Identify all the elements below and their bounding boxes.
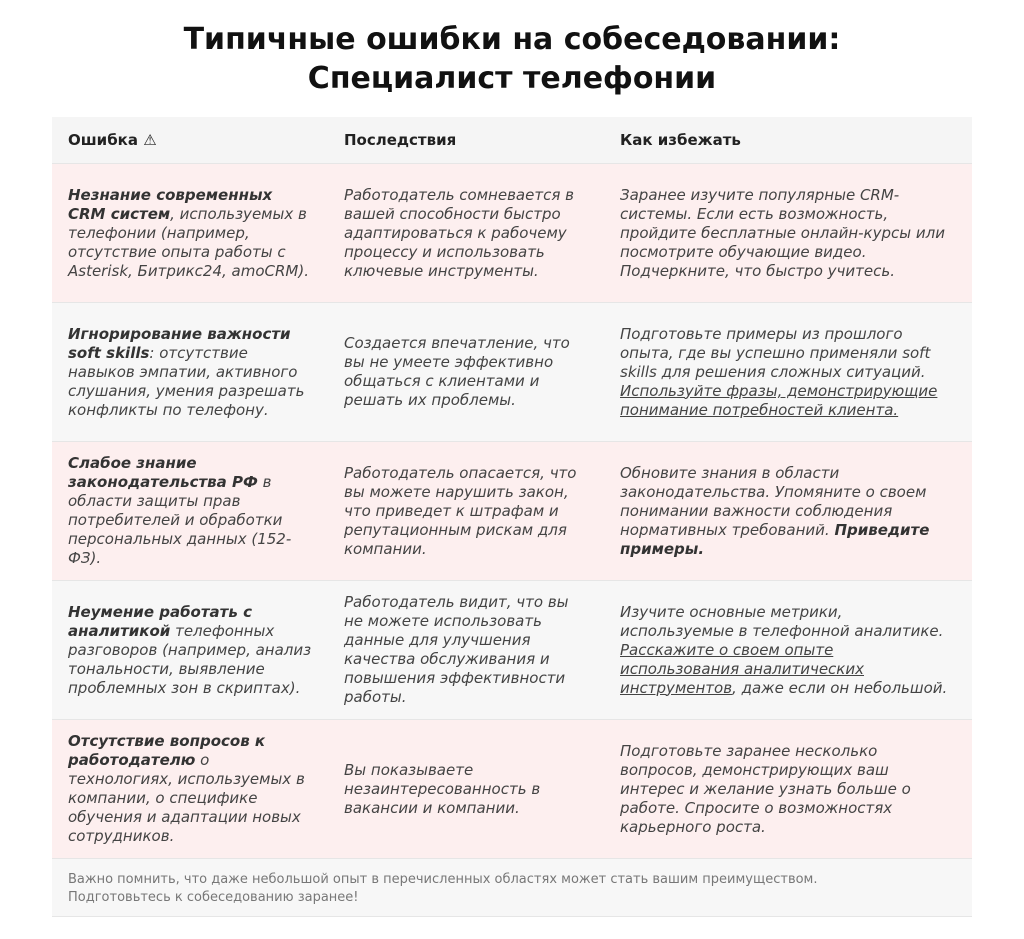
avoid-cell [604, 603, 972, 698]
avoid-text: Обновите знания в области законодательства. Упомяните о своем понимании важности соблюдения нормативных требований. [620, 463, 927, 539]
error-cell [52, 454, 328, 568]
avoid-text: Изучите основные метрики, используемые в телефонной аналитике. [620, 602, 944, 640]
error-title: Слабое знание законодательства РФ [68, 454, 258, 491]
avoid-tail-text: , даже если он небольшой. [732, 678, 948, 697]
avoid-cell [604, 325, 972, 420]
table-row [52, 303, 972, 442]
header-consequences: Последствия [344, 130, 457, 149]
table-row [52, 720, 972, 859]
avoid-cell [604, 742, 972, 837]
footer-note [52, 859, 972, 917]
error-description: : отсутствие навыков эмпатии, активного слушания, умения разрешать конфликты по телефону. [68, 343, 305, 419]
avoid-text: Подготовьте примеры из прошлого опыта, где вы успешно применяли soft skills для решения сложных ситуаций. [620, 324, 931, 381]
avoid-text: Подготовьте заранее несколько вопросов, демонстрирующих ваш интерес и желание узнать больше о работе. Спросите о возможностях карьерного роста. [620, 741, 911, 836]
header-error: Ошибка ⚠ [68, 130, 157, 149]
table-row [52, 581, 972, 720]
error-title: Неумение работать с аналитикой [68, 602, 252, 640]
error-cell [52, 732, 328, 846]
header-how-to-avoid: Как избежать [620, 130, 741, 149]
avoid-underlined-text: Используйте фразы, демонстрирующие понимание потребностей клиента. [620, 381, 938, 419]
consequence-cell: Работодатель видит, что вы не можете использовать данные для улучшения качества обслуживания и повышения эффективности работы. [344, 593, 569, 706]
error-description: , используемых в телефонии (например, отсутствие опыта работы с Asterisk, Битрикс24, amoCRM). [68, 204, 309, 280]
table-header-row [52, 117, 972, 164]
mistakes-table [52, 117, 972, 917]
title-line-2: Специалист телефонии [307, 61, 717, 96]
error-description: телефонных разговоров (например, анализ тональности, выявление проблемных зон в скриптах). [68, 621, 312, 697]
title-line-1: Типичные ошибки на собеседовании: [183, 22, 841, 57]
consequence-cell: Создается впечатление, что вы не умеете эффективно общаться с клиентами и решать их проблемы. [344, 334, 570, 409]
footer-line-2: Подготовьтесь к собеседованию заранее! [68, 890, 359, 905]
consequence-cell: Работодатель сомневается в вашей способности быстро адаптироваться к рабочему процессу и использовать ключевые инструменты. [344, 185, 574, 280]
error-cell [52, 603, 328, 698]
footer-line-1: Важно помнить, что даже небольшой опыт в перечисленных областях может стать вашим преимуществом. [68, 872, 818, 887]
avoid-cell [604, 464, 972, 559]
page-title [0, 0, 1024, 97]
table-row [52, 442, 972, 581]
error-description: о технологиях, используемых в компании, о специфике обучения и адаптации новых сотрудников. [68, 751, 305, 845]
avoid-cell [604, 186, 972, 281]
error-title: Игнорирование важности soft skills [68, 324, 291, 362]
consequence-cell: Вы показываете незаинтересованность в вакансии и компании. [344, 760, 541, 817]
avoid-underlined-text: Расскажите о своем опыте использования аналитических инструментов [620, 640, 864, 697]
error-title: Отсутствие вопросов к работодателю [68, 732, 266, 769]
error-cell [52, 325, 328, 420]
error-cell [52, 186, 328, 281]
error-description: в области защиты прав потребителей и обработки персональных данных (152-ФЗ). [68, 473, 292, 567]
avoid-bold-text: Приведите примеры. [620, 520, 930, 558]
avoid-text: Заранее изучите популярные CRM-системы. Если есть возможность, пройдите бесплатные онлайн-курсы или посмотрите обучающие видео. Подчеркните, что быстро учитесь. [620, 185, 945, 280]
error-title: Незнание современных CRM систем [68, 185, 273, 223]
table-row [52, 164, 972, 303]
consequence-cell: Работодатель опасается, что вы можете нарушить закон, что приведет к штрафам и репутационным рискам для компании. [344, 463, 577, 558]
